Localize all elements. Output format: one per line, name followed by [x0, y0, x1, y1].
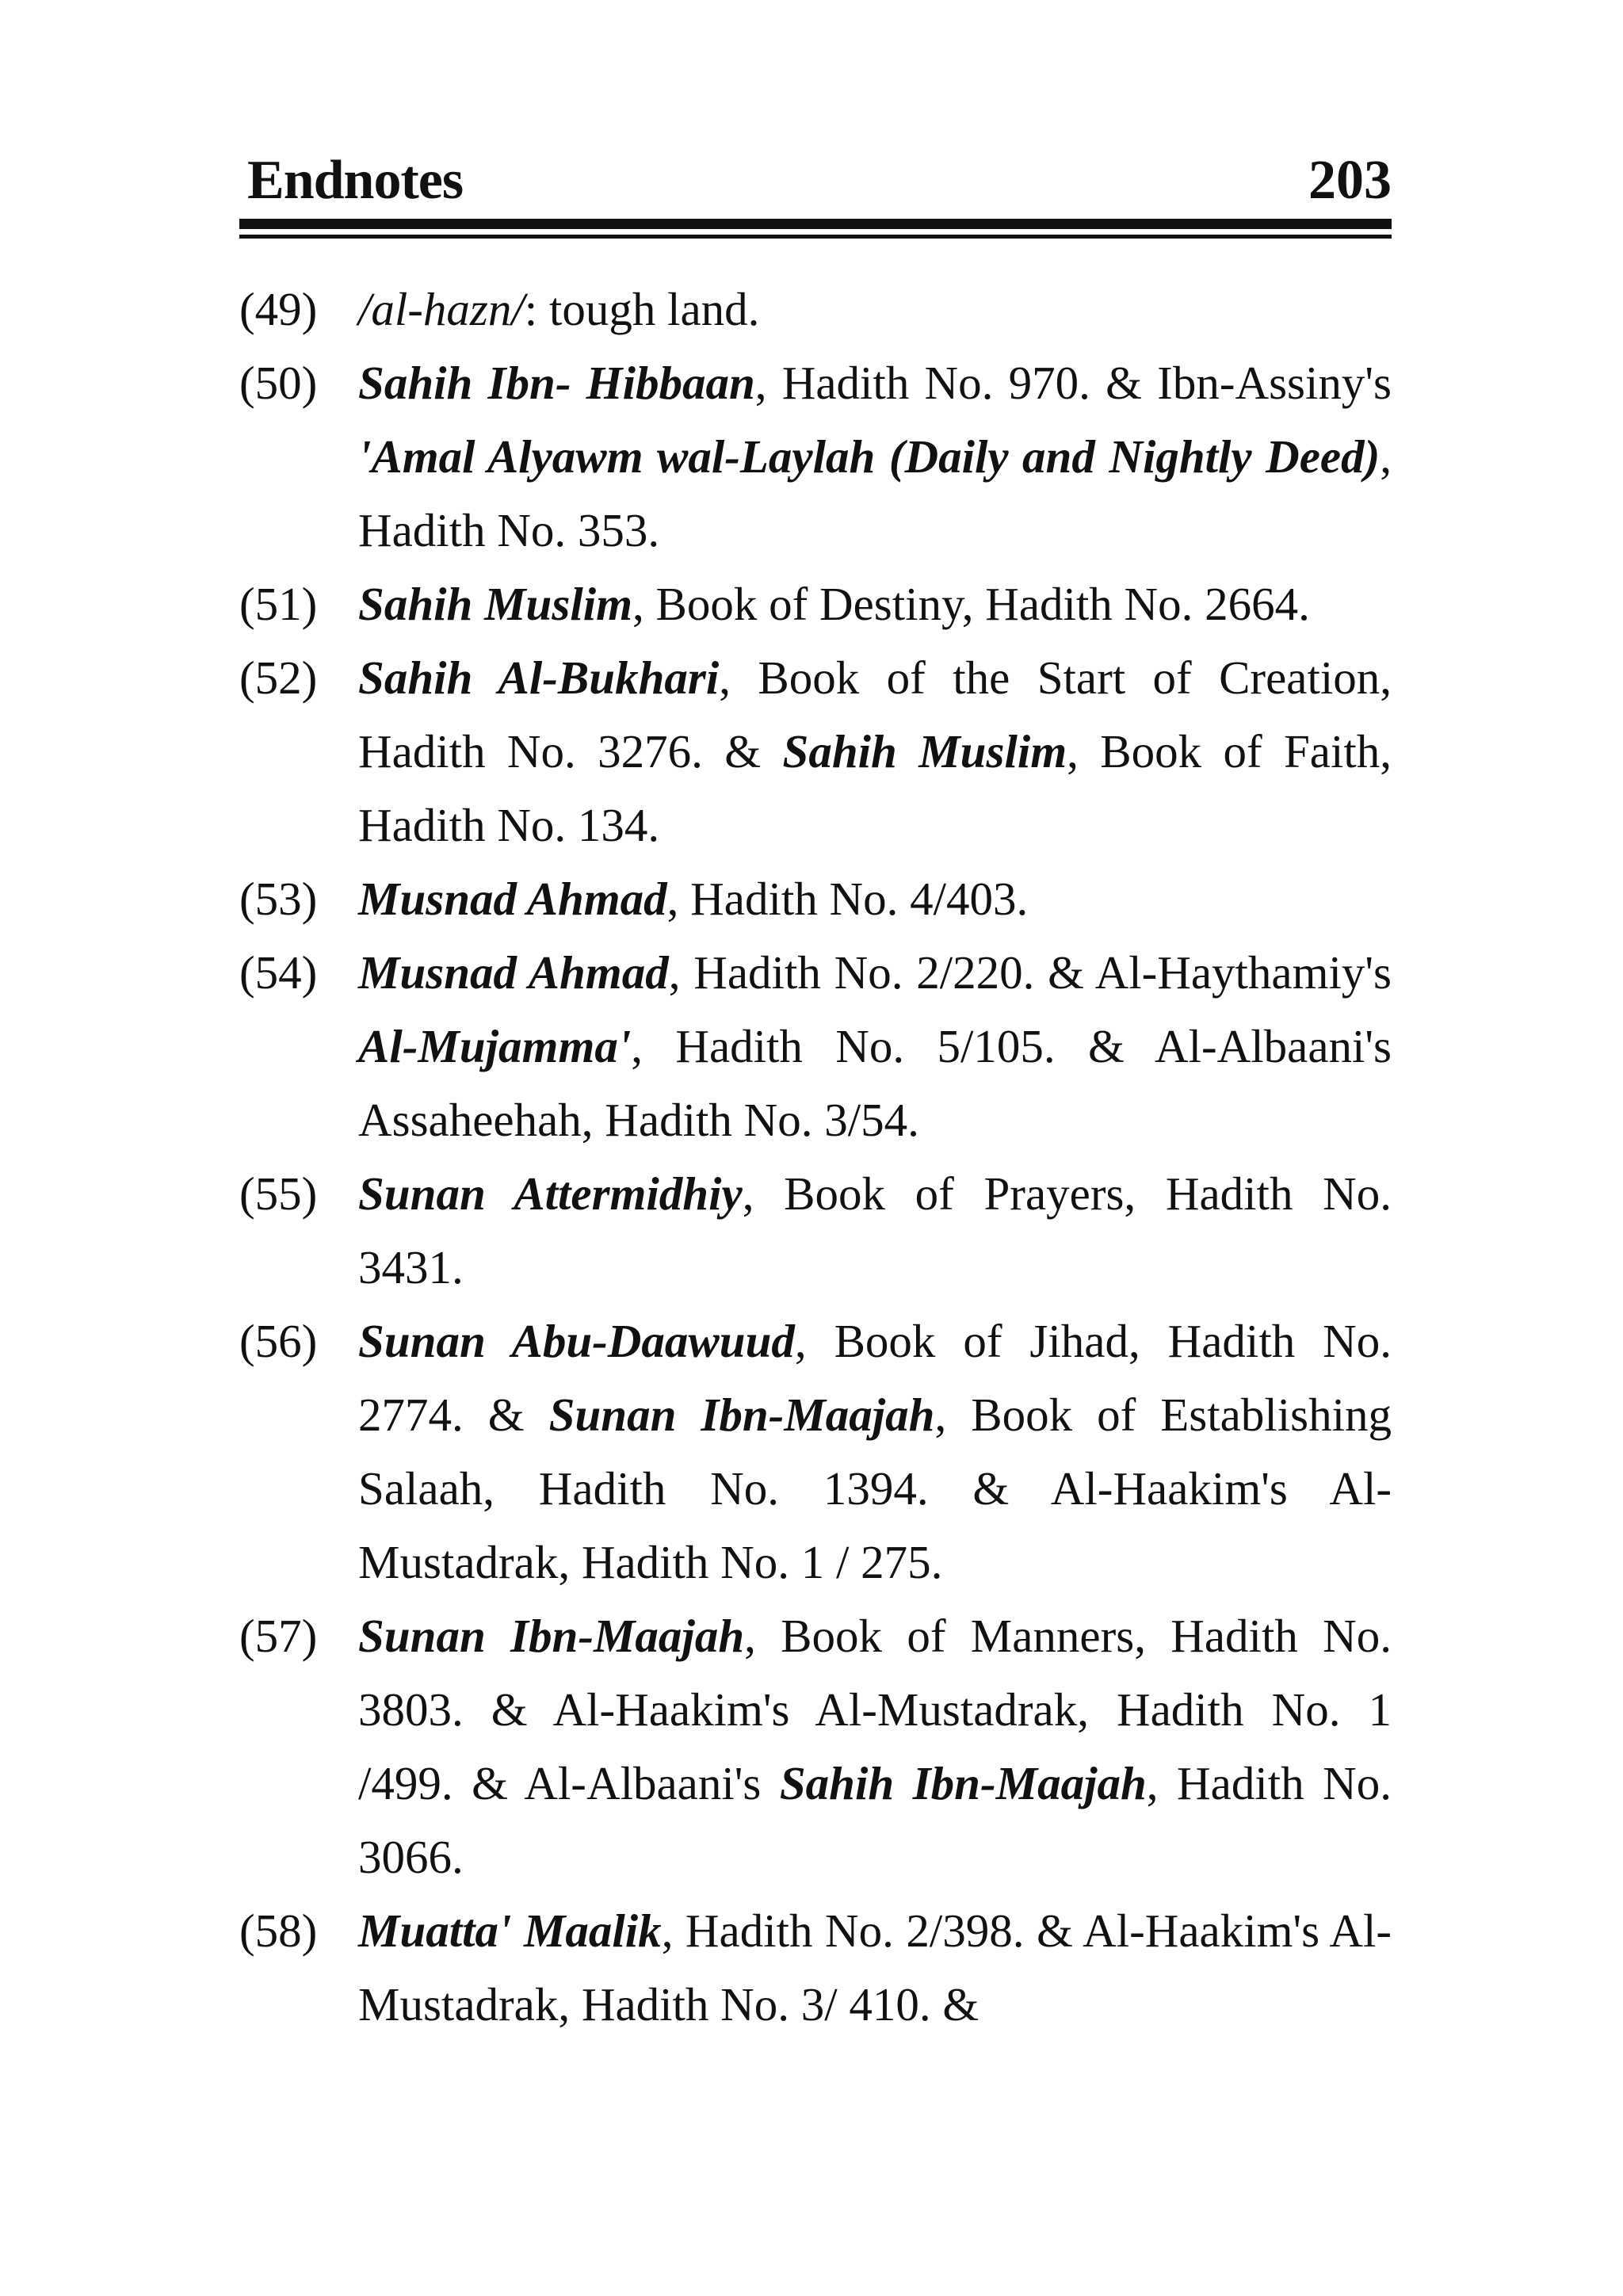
citation-title: 'Amal Alyawm wal-Laylah (Daily and Nightly Deed) — [358, 430, 1381, 483]
endnote-item — [239, 1157, 1392, 1305]
page-header — [247, 141, 1392, 220]
citation-text: , Hadith No. 3066. — [358, 1757, 1392, 1883]
endnote-number: (50) — [239, 357, 318, 409]
citation-text: , Book of Prayers, Hadith No. 3431. — [358, 1167, 1392, 1293]
endnote-item — [239, 641, 1392, 862]
citation-title: Sahih Muslim — [358, 578, 632, 630]
endnote-number: (57) — [239, 1610, 318, 1662]
endnote-text — [358, 1305, 1392, 1599]
header-rule-thick — [239, 219, 1392, 229]
endnote-number: (49) — [239, 283, 318, 335]
citation-title: Sunan Ibn-Maajah — [548, 1389, 935, 1441]
endnote-number: (58) — [239, 1904, 318, 1957]
citation-text: , Book of Destiny, Hadith No. 2664. — [632, 578, 1310, 630]
endnote-item — [239, 862, 1392, 936]
endnote-text — [358, 273, 1392, 346]
citation-title: Musnad Ahmad — [358, 946, 669, 999]
endnote-text — [358, 346, 1392, 567]
endnote-text — [358, 641, 1392, 862]
citation-title: Musnad Ahmad — [358, 873, 667, 925]
endnote-text — [358, 936, 1392, 1157]
page-title: Endnotes — [247, 150, 464, 211]
endnote-item — [239, 346, 1392, 567]
endnotes-list — [239, 273, 1392, 2042]
endnote-item — [239, 936, 1392, 1157]
citation-text: , Book of Faith, Hadith No. 134. — [358, 725, 1392, 851]
citation-text: , Book of Jihad, Hadith No. 2774. & — [358, 1315, 1392, 1441]
citation-title: Sahih Ibn-Maajah — [779, 1757, 1147, 1809]
citation-title: Al-Mujamma' — [358, 1020, 632, 1072]
citation-text: , Hadith No. 4/403. — [666, 873, 1029, 925]
endnote-text — [358, 1894, 1392, 2042]
endnote-item — [239, 273, 1392, 346]
citation-title: Sahih Muslim — [782, 725, 1067, 777]
endnote-text — [358, 1599, 1392, 1894]
endnote-number: (55) — [239, 1167, 318, 1220]
endnote-text — [358, 567, 1392, 641]
citation-text: , Hadith No. 2/398. & Al-Haakim's Al-Mustadrak, Hadith No. 3/ 410. & — [358, 1904, 1392, 2030]
citation-title: Sunan Abu-Daawuud — [358, 1315, 795, 1367]
endnote-item — [239, 1894, 1392, 2042]
citation-text: , Book of Establishing Salaah, Hadith No. 1394. & Al-Haakim's Al-Mustadrak, Hadith No. 1 / 275. — [358, 1389, 1392, 1588]
citation-title: Sunan Attermidhiy — [358, 1167, 743, 1220]
endnote-number: (52) — [239, 651, 318, 704]
citation-text: , Hadith No. 970. & Ibn-Assiny's — [754, 357, 1392, 409]
citation-text: , Hadith No. 5/105. & Al-Albaani's Assaheehah, Hadith No. 3/54. — [358, 1020, 1392, 1146]
citation-title: /al-hazn/ — [358, 283, 525, 335]
endnote-item — [239, 1599, 1392, 1894]
citation-title: Sahih Al-Bukhari — [358, 651, 720, 704]
citation-text: , Hadith No. 353. — [358, 430, 1392, 556]
citation-text: , Book of Manners, Hadith No. 3803. & Al-Haakim's Al-Mustadrak, Hadith No. 1 /499. & Al-Albaani's — [358, 1610, 1392, 1809]
citation-title: Sunan Ibn-Maajah — [358, 1610, 745, 1662]
citation-text: , Hadith No. 2/220. & Al-Haythamiy's — [668, 946, 1392, 999]
citation-title: Muatta' Maalik — [358, 1904, 662, 1957]
endnote-text — [358, 862, 1392, 936]
citation-title: Sahih Ibn- Hibbaan — [358, 357, 755, 409]
endnote-number: (53) — [239, 873, 318, 925]
page-number: 203 — [1308, 150, 1392, 211]
endnote-number: (54) — [239, 946, 318, 999]
endnote-number: (51) — [239, 578, 318, 630]
citation-text: , Book of the Start of Creation, Hadith No. 3276. & — [358, 651, 1392, 777]
header-rule-thin — [239, 235, 1392, 239]
endnote-number: (56) — [239, 1315, 318, 1367]
endnote-text — [358, 1157, 1392, 1305]
endnote-item — [239, 1305, 1392, 1599]
endnote-item — [239, 567, 1392, 641]
citation-text: : tough land. — [524, 283, 760, 335]
